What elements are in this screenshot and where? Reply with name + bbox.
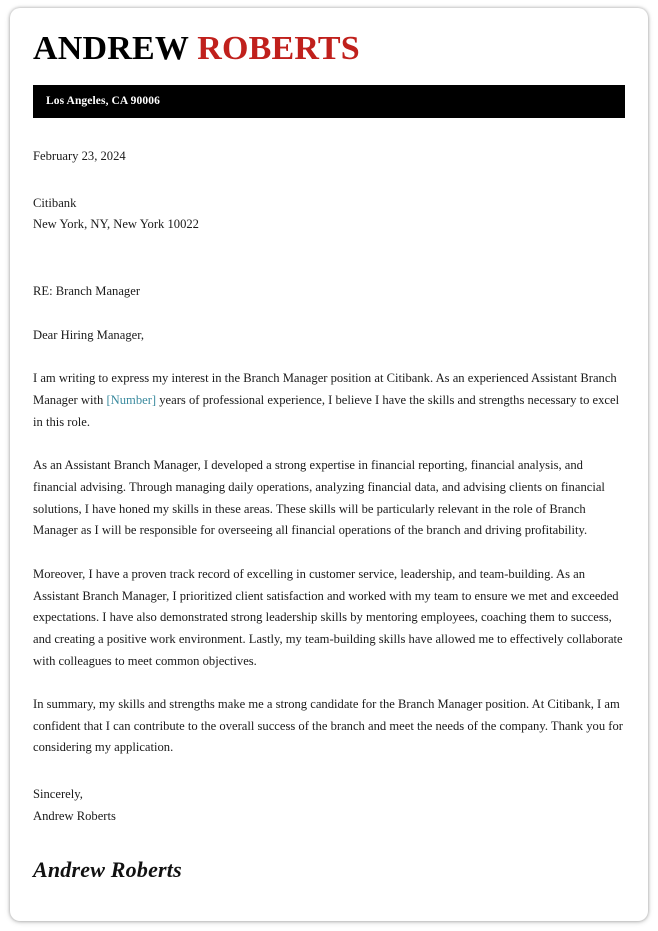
page-title xyxy=(33,8,625,66)
letter-body xyxy=(33,118,625,884)
recipient-company: Citibank xyxy=(33,195,77,210)
body-paragraph-4: In summary, my skills and strengths make me a strong candidate for the Branch Manager position. At Citibank, I am confident that I can contribute to the overall success of the branch and meet the needs of the company. Thank you for considering my application. xyxy=(33,697,623,755)
sender-name: Andrew Roberts xyxy=(33,808,116,823)
number-placeholder-token[interactable]: [Number] xyxy=(106,392,157,407)
signature: Andrew Roberts xyxy=(33,857,182,883)
last-name: ROBERTS xyxy=(197,30,360,67)
body-paragraph-1 xyxy=(33,346,625,433)
subject-line: RE: Branch Manager xyxy=(33,283,141,298)
paragraph-1-text-before: I am writing to express my interest in the Branch Manager position at Citibank. As an experienced Assistant Branch Manager with xyxy=(33,371,617,407)
valediction: Sincerely, xyxy=(33,787,83,802)
address-band-text: Los Angeles, CA 90006 xyxy=(46,94,160,107)
first-name: ANDREW xyxy=(33,30,189,67)
paragraph-1-text-after: years of professional experience, I believe I have the skills and strengths necessary to excel in this role. xyxy=(33,392,620,429)
body-paragraph-2: As an Assistant Branch Manager, I developed a strong expertise in financial reporting, financial analysis, and financial advising. Through managing daily operations, analyzing financial data, and advising clients on financial solutions, I have honed my skills in these areas. These skills will be particularly relevant in the role of Branch Manager as I will be responsible for overseeing all financial operations of the branch and driving profitability. xyxy=(33,458,605,538)
body-paragraph-3: Moreover, I have a proven track record of excelling in customer service, leadership, and team-building. As an Assistant Branch Manager, I prioritized client satisfaction and worked with my team to ensure we met and exceeded expectations. I have also demonstrated strong leadership skills by mentoring employees, coaching them to success, and creating a positive work environment. Lastly, my team-building skills have allowed me to effectively collaborate with colleagues to meet common objectives. xyxy=(33,566,623,668)
closing-block xyxy=(33,759,625,827)
cover-letter-document xyxy=(10,8,648,921)
recipient-address: New York, NY, New York 10022 xyxy=(33,217,199,232)
address-band xyxy=(33,85,625,118)
salutation: Dear Hiring Manager, xyxy=(33,327,145,342)
letter-date: February 23, 2024 xyxy=(33,149,126,163)
recipient-block xyxy=(33,168,625,236)
